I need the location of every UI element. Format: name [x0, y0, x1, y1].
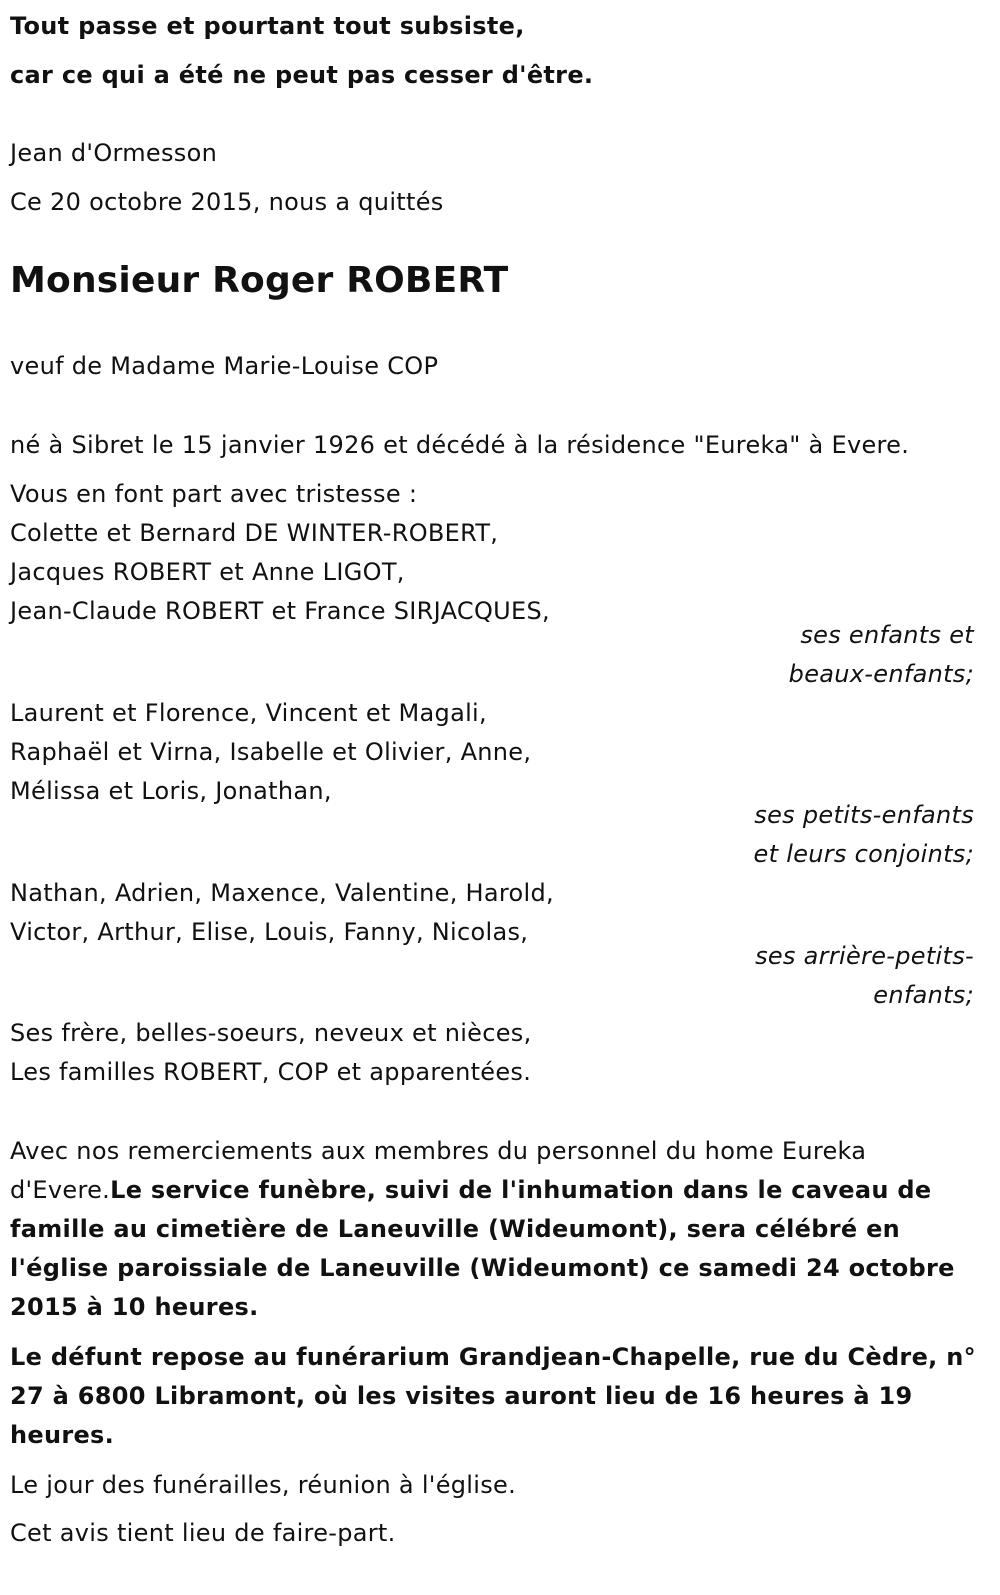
closing-text: Cet avis tient lieu de faire-part.	[10, 1519, 396, 1547]
funeral-service-text: Le service funèbre, suivi de l'inhumation dans le caveau de	[110, 1176, 932, 1204]
announce-text: Vous en font part avec tristesse :	[10, 480, 418, 508]
thanks-service-line	[10, 1178, 931, 1202]
grandchildren-line: Mélissa et Loris, Jonathan,	[10, 777, 332, 805]
great-grandchildren-relation: enfants;	[873, 981, 974, 1009]
funeral-service-line: 2015 à 10 heures.	[10, 1293, 259, 1321]
children-relation: beaux-enfants;	[788, 660, 974, 688]
great-grandchildren-line: Nathan, Adrien, Maxence, Valentine, Harold,	[10, 879, 554, 907]
children-line: Colette et Bernard DE WINTER-ROBERT,	[10, 519, 499, 547]
quote-line-1: Tout passe et pourtant tout subsiste,	[10, 12, 525, 40]
thanks-line-end: d'Evere.	[10, 1176, 111, 1204]
birth-death-text: né à Sibret le 15 janvier 1926 et décédé à la résidence "Eureka" à Evere.	[10, 431, 910, 459]
meeting-text: Le jour des funérailles, réunion à l'église.	[10, 1471, 517, 1499]
children-line: Jean-Claude ROBERT et France SIRJACQUES,	[10, 597, 550, 625]
children-relation: ses enfants et	[800, 621, 974, 649]
grandchildren-relation: et leurs conjoints;	[753, 840, 974, 868]
spouse-text: veuf de Madame Marie-Louise COP	[10, 352, 439, 380]
repose-line: Le défunt repose au funérarium Grandjean-Chapelle, rue du Cèdre, n°	[10, 1343, 976, 1371]
family-line: Ses frère, belles-soeurs, neveux et nièces,	[10, 1019, 532, 1047]
grandchildren-line: Laurent et Florence, Vincent et Magali,	[10, 699, 487, 727]
funeral-service-line: famille au cimetière de Laneuville (Wideumont), sera célébré en	[10, 1215, 901, 1243]
intro-text: Ce 20 octobre 2015, nous a quittés	[10, 188, 444, 216]
quote-line-2: car ce qui a été ne peut pas cesser d'être.	[10, 61, 594, 89]
grandchildren-line: Raphaël et Virna, Isabelle et Olivier, Anne,	[10, 738, 532, 766]
thanks-line: Avec nos remerciements aux membres du personnel du home Eureka	[10, 1137, 867, 1165]
grandchildren-relation: ses petits-enfants	[754, 801, 974, 829]
repose-line: 27 à 6800 Libramont, où les visites auront lieu de 16 heures à 19	[10, 1382, 913, 1410]
deceased-name: Monsieur Roger ROBERT	[10, 260, 509, 301]
family-line: Les familles ROBERT, COP et apparentées.	[10, 1058, 532, 1086]
great-grandchildren-line: Victor, Arthur, Elise, Louis, Fanny, Nicolas,	[10, 918, 529, 946]
quote-author: Jean d'Ormesson	[10, 139, 218, 167]
children-line: Jacques ROBERT et Anne LIGOT,	[10, 558, 405, 586]
repose-line: heures.	[10, 1421, 115, 1449]
funeral-service-line: l'église paroissiale de Laneuville (Wideumont) ce samedi 24 octobre	[10, 1254, 955, 1282]
great-grandchildren-relation: ses arrière-petits-	[755, 942, 974, 970]
